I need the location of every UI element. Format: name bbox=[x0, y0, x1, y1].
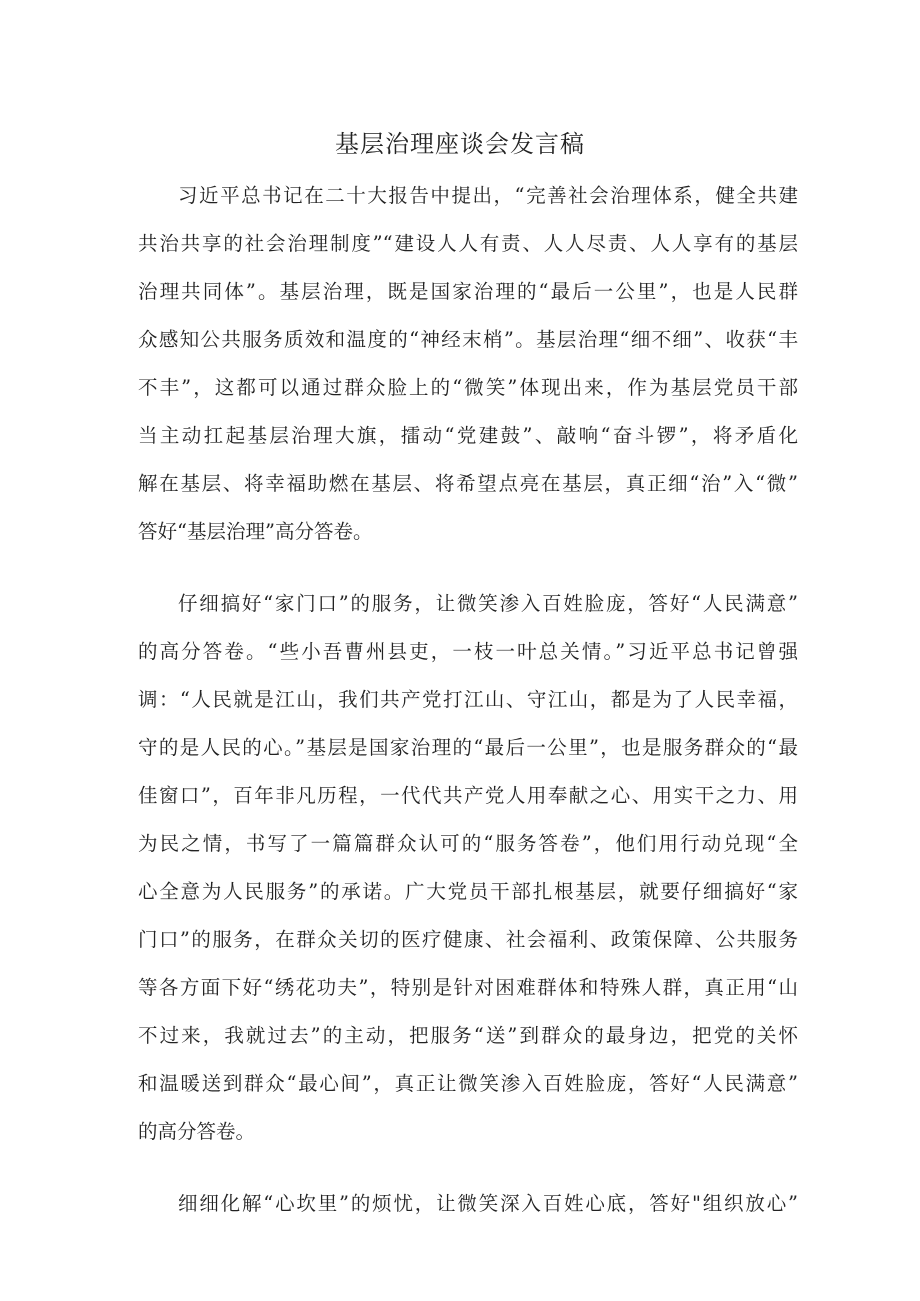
text-line: 心全意为人民服务”的承诺。广大党员干部扎根基层，就要仔细搞好“家 bbox=[138, 880, 798, 903]
text-line: 等各方面下好“绣花功夫”，特别是针对困难群体和特殊人群，真正用“山 bbox=[138, 976, 798, 999]
text-line: 仔细搞好“家门口”的服务，让微笑渗入百姓脸庞，答好“人民满意” bbox=[178, 592, 798, 615]
text-line: 调：“人民就是江山，我们共产党打江山、守江山，都是为了人民幸福， bbox=[138, 688, 798, 711]
text-line: 习近平总书记在二十大报告中提出，“完善社会治理体系，健全共建 bbox=[178, 184, 798, 207]
text-line: 解在基层、将幸福助燃在基层、将希望点亮在基层，真正细“治”入“微” bbox=[138, 472, 798, 495]
text-line: 和温暖送到群众“最心间”，真正让微笑渗入百姓脸庞，答好“人民满意” bbox=[138, 1072, 798, 1095]
text-line: 共治共享的社会治理制度”“建设人人有责、人人尽责、人人享有的基层 bbox=[138, 232, 798, 255]
text-line: 答好“基层治理”高分答卷。 bbox=[138, 520, 373, 543]
text-line: 的高分答卷。“些小吾曹州县吏，一枝一叶总关情。”习近平总书记曾强 bbox=[138, 640, 798, 663]
text-line: 为民之情，书写了一篇篇群众认可的“服务答卷”，他们用行动兑现“全 bbox=[138, 832, 798, 855]
text-line: 众感知公共服务质效和温度的“神经末梢”。基层治理“细不细”、收获“丰 bbox=[138, 328, 798, 351]
text-line: 治理共同体”。基层治理，既是国家治理的“最后一公里”，也是人民群 bbox=[138, 280, 798, 303]
text-line: 佳窗口”，百年非凡历程，一代代共产党人用奉献之心、用实干之力、用 bbox=[138, 784, 798, 807]
text-line: 不过来，我就过去”的主动，把服务“送”到群众的最身边，把党的关怀 bbox=[138, 1024, 798, 1047]
text-line: 守的是人民的心。”基层是国家治理的“最后一公里”，也是服务群众的“最 bbox=[138, 736, 798, 759]
document-title: 基层治理座谈会发言稿 bbox=[335, 130, 585, 158]
text-line: 门口”的服务，在群众关切的医疗健康、社会福利、政策保障、公共服务 bbox=[138, 928, 798, 951]
text-line: 不丰”，这都可以通过群众脸上的“微笑”体现出来，作为基层党员干部 bbox=[138, 376, 798, 399]
text-line: 细细化解“心坎里”的烦忧，让微笑深入百姓心底，答好"组织放心” bbox=[178, 1192, 798, 1215]
text-line: 当主动扛起基层治理大旗，擂动“党建鼓”、敲响“奋斗锣”，将矛盾化 bbox=[138, 424, 798, 447]
text-line: 的高分答卷。 bbox=[138, 1120, 256, 1143]
